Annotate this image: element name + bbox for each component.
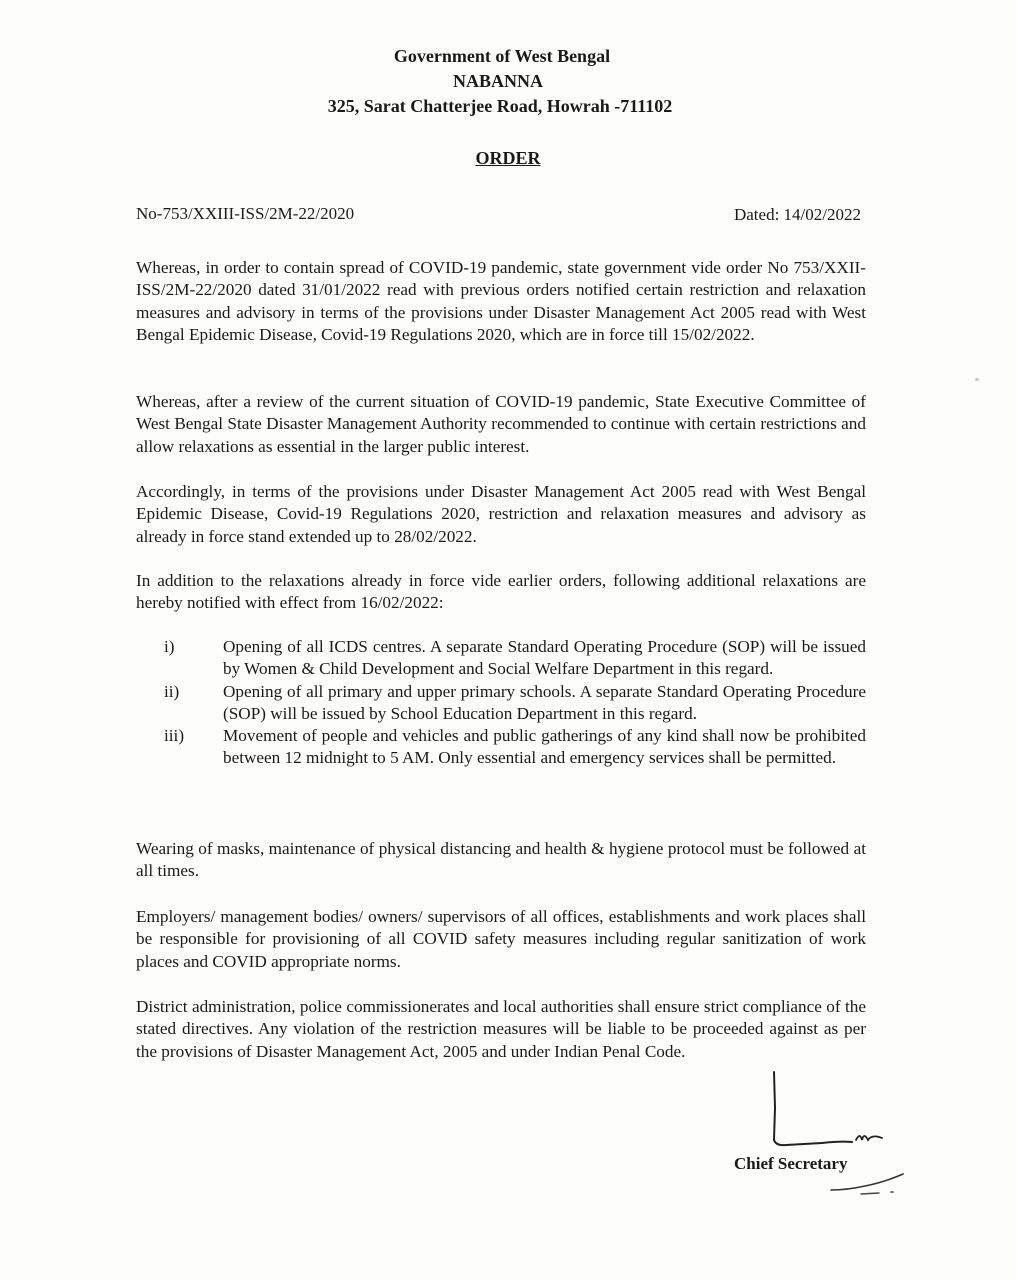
list-item [136, 636, 866, 681]
relaxation-list [136, 636, 866, 770]
list-item-text: Movement of people and vehicles and public gatherings of any kind shall now be prohibited between 12 midnight to 5 AM. Only essential and emergency services shall be permitted. [223, 726, 866, 768]
header-nabanna: NABANNA [453, 71, 543, 91]
paragraph-additional-relaxations: In addition to the relaxations already in force vide earlier orders, following additional relaxations are hereby notified with effect from 16/02/2022: [136, 571, 866, 613]
list-item [136, 681, 866, 726]
list-item-text: Opening of all ICDS centres. A separate Standard Operating Procedure (SOP) will be issued by Women & Child Development and Social Welfare Department in this regard. [223, 637, 866, 679]
order-date: Dated: 14/02/2022 [733, 205, 861, 224]
signature-mark [760, 1068, 910, 1158]
scan-speck [975, 378, 979, 381]
list-item-number: iii) [164, 726, 185, 746]
list-item-text: Opening of all primary and upper primary schools. A separate Standard Operating Procedure (SOP) will be issued by School Education Department in this regard. [223, 681, 866, 723]
list-item-number: ii) [164, 681, 180, 701]
signatory-designation: Chief Secretary [734, 1154, 848, 1173]
paragraph-accordingly: Accordingly, in terms of the provisions under Disaster Management Act 2005 read with West Bengal Epidemic Disease, Covid-19 Regulations 2020, restriction and relaxation measures and advisory as already in force stand extended up to 28/02/2022. [136, 482, 866, 546]
list-item-number: i) [164, 637, 175, 656]
list-item [136, 725, 866, 770]
header-government: Government of West Bengal [393, 46, 611, 66]
paragraph-whereas-review: Whereas, after a review of the current situation of COVID-19 pandemic, State Executive Committee of West Bengal State Disaster Management Authority recommended to continue with certain restrictions and allow relaxations as essential in the larger public interest. [136, 392, 866, 456]
paragraph-district-administration: District administration, police commissionerates and local authorities shall ensure strict compliance of the stated directives. Any violation of the restriction measures will be liable to be proceeded against as per the provisions of Disaster Management Act, 2005 and under Indian Penal Code. [136, 997, 866, 1061]
paragraph-employers: Employers/ management bodies/ owners/ supervisors of all offices, establishments and work places shall be responsible for provisioning of all COVID safety measures including regular sanitization of work places and COVID appropriate norms. [136, 907, 866, 971]
paragraph-masks: Wearing of masks, maintenance of physical distancing and health & hygiene protocol must be followed at all times. [136, 839, 866, 881]
order-number: No-753/XXIII-ISS/2M-22/2020 [136, 204, 355, 223]
paragraph-whereas-order: Whereas, in order to contain spread of COVID-19 pandemic, state government vide order No 753/XXII-ISS/2M-22/2020 dated 31/01/2022 read with previous orders notified certain restriction and relaxation measures and advisory in terms of the provisions under Disaster Management Act 2005 read with West Bengal Epidemic Disease, Covid-19 Regulations 2020, which are in force till 15/02/2022. [136, 258, 866, 344]
order-title: ORDER [475, 148, 541, 168]
signature-flourish [825, 1168, 915, 1208]
header-address: 325, Sarat Chatterjee Road, Howrah -711102 [327, 96, 673, 116]
